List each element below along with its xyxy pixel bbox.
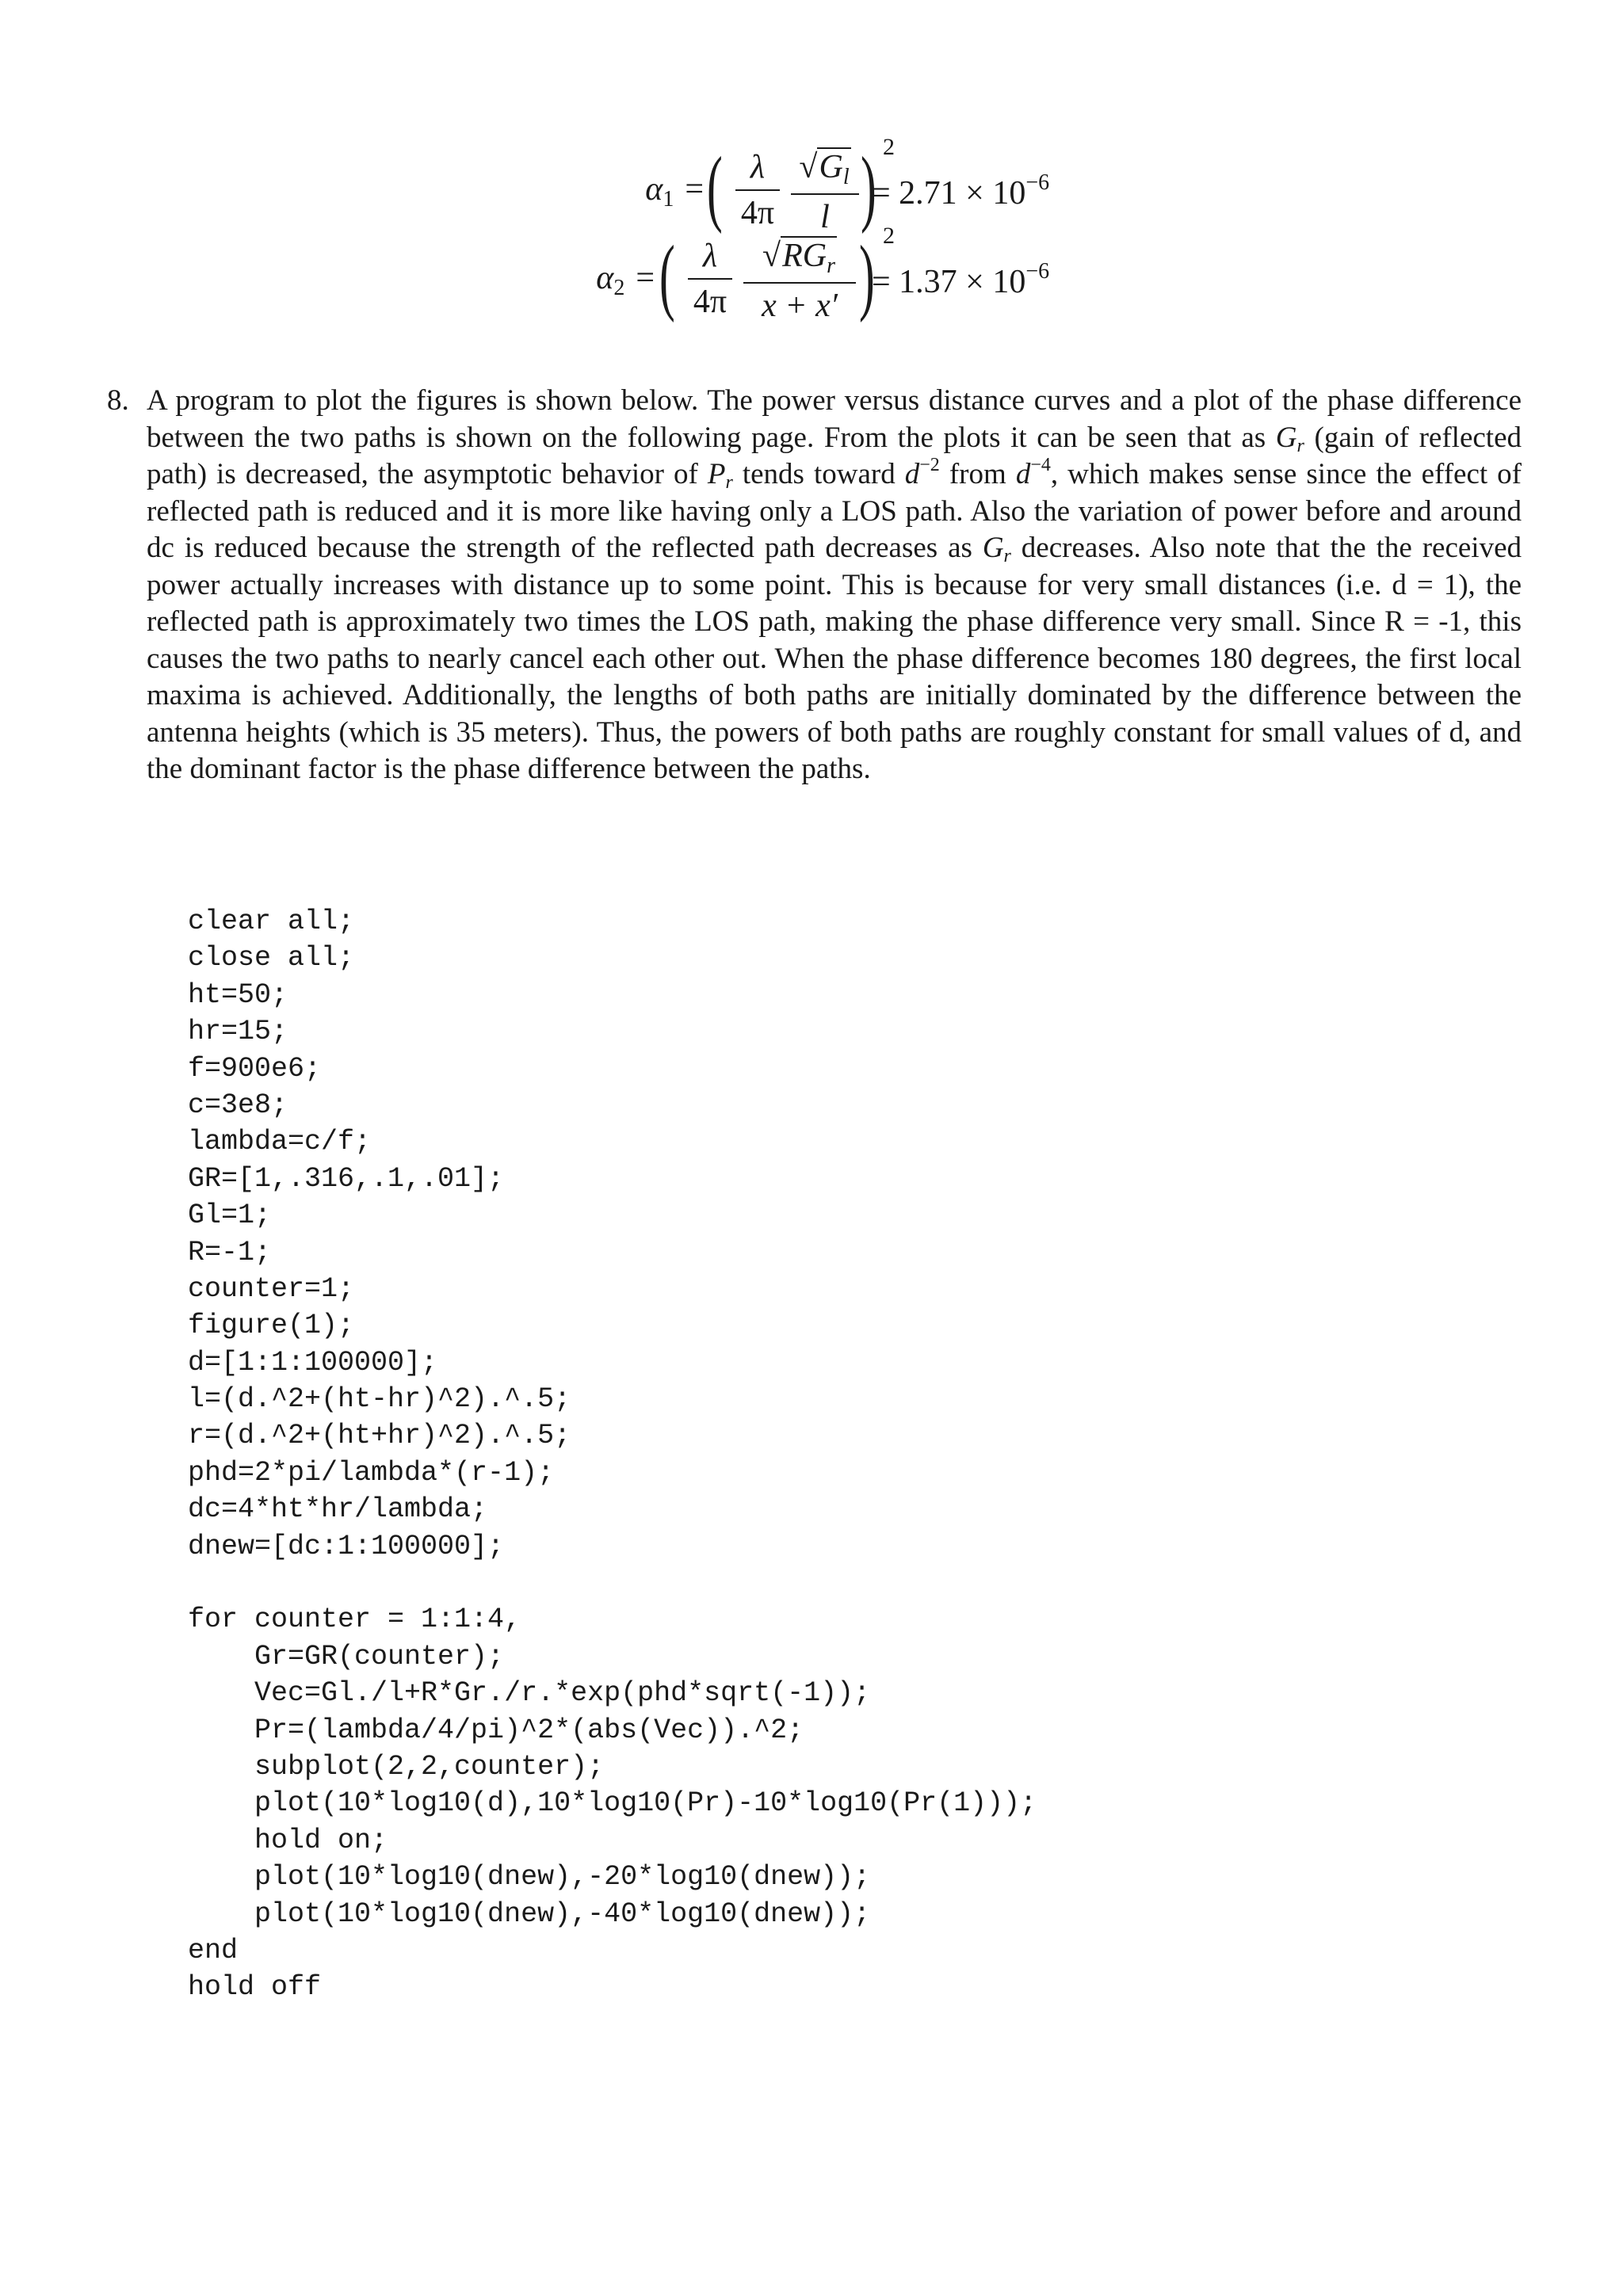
equation-rhs — [872, 170, 1049, 212]
right-paren: ) — [859, 229, 875, 323]
fraction-denominator: x + x′ — [762, 288, 838, 324]
item-number: 8. — [107, 384, 129, 417]
fraction-numerator: λ — [750, 149, 766, 185]
text-run: , which makes sense since the effect of reflected path is reduced and it is more like having only a LOS path. Also the variation of power before and around dc is reduced because the strength of the reflected path decreases as — [147, 458, 1522, 564]
math-var: G — [982, 532, 1004, 564]
text-run: decreases. Also note that the the received power actually increases with distance up to some point. This is because for very small distances (i.e. d = 1), the reflected path is approximately two times the LOS path, making the phase difference very small. Since R = -1, this causes the two paths to nearly cancel each other out. When the phase difference becomes 180 degrees, the first local maxima is achieved. Additionally, the lengths of both paths are initially dominated by the difference between the antenna heights (which is 35 meters). Thus, the powers of both paths are roughly constant for small values of d, and the dominant factor is the phase difference between the paths. — [147, 532, 1522, 785]
rhs-value: = 2.71 × 10 — [872, 175, 1026, 212]
code-line: figure(1); — [188, 1310, 355, 1342]
code-line: plot(10*log10(dnew),-20*log10(dnew)); — [188, 1861, 871, 1894]
math-var: d — [904, 458, 920, 490]
text-run: (gain of reflected path) is decreased, the asymptotic behavior of — [147, 421, 1522, 490]
code-line: phd=2*pi/lambda*(r-1); — [188, 1456, 555, 1489]
math-subscript: r — [725, 472, 733, 493]
code-line: ht=50; — [188, 978, 288, 1011]
math-exponent: −4 — [1030, 455, 1051, 475]
code-line: close all; — [188, 942, 355, 974]
code-line: plot(10*log10(d),10*log10(Pr)-10*log10(Pr(1))); — [188, 1787, 1037, 1820]
text-run: tends toward — [732, 458, 905, 490]
math-var: P — [707, 458, 726, 490]
code-line: lambda=c/f; — [188, 1126, 372, 1158]
code-line: hr=15; — [188, 1016, 288, 1048]
code-line: plot(10*log10(dnew),-40*log10(dnew)); — [188, 1897, 871, 1930]
fraction-denominator: 4π — [740, 195, 775, 231]
sqrt-subscript: l — [842, 165, 850, 189]
sqrt-term: G — [819, 149, 843, 185]
alpha-subscript: 1 — [663, 187, 674, 212]
text-run: from — [939, 458, 1016, 490]
list-item-8 — [107, 383, 1522, 788]
sqrt-term: RG — [782, 238, 827, 274]
code-line: dc=4*ht*hr/lambda; — [188, 1493, 488, 1526]
code-line: for counter = 1:1:4, — [188, 1604, 521, 1636]
equation-alpha2 — [0, 223, 1623, 330]
fraction-lambda — [688, 237, 732, 321]
fraction-gain: $√RG_r$ x + x′ — [743, 237, 856, 325]
alpha-subscript: 2 — [613, 276, 625, 300]
equation-lhs: $\alpha_1$ = — [645, 171, 704, 212]
code-line: R=-1; — [188, 1236, 272, 1268]
code-line: c=3e8; — [188, 1089, 288, 1121]
fraction-gain: $√G_l$ l — [791, 148, 859, 236]
fraction-lambda — [735, 148, 780, 232]
math-exponent: −2 — [919, 455, 940, 475]
right-paren: ) — [861, 140, 876, 235]
fraction-numerator: λ — [702, 238, 718, 274]
math-subscript: r — [1296, 435, 1304, 456]
math-subscript: r — [1003, 546, 1011, 566]
code-line: counter=1; — [188, 1272, 355, 1305]
rhs-exponent: −6 — [1025, 259, 1050, 284]
code-line — [188, 1565, 1037, 1601]
code-line: r=(d.^2+(ht+hr)^2).^.5; — [188, 1420, 571, 1452]
code-line: Vec=Gl./l+R*Gr./r.*exp(phd*sqrt(-1)); — [188, 1677, 871, 1710]
code-line: GR=[1,.316,.1,.01]; — [188, 1162, 505, 1195]
equation-lhs: $\alpha_2$ = — [596, 260, 655, 300]
code-line: l=(d.^2+(ht-hr)^2).^.5; — [188, 1383, 571, 1416]
code-line: Gl=1; — [188, 1199, 272, 1232]
text-run: A program to plot the figures is shown below. The power versus distance curves and a plot of the phase difference between the two paths is shown on the following page. From the plots it can be seen that as — [147, 384, 1522, 454]
code-line: hold off — [188, 1971, 322, 2004]
exponent: 2 — [883, 134, 895, 160]
fraction-denominator: l — [820, 199, 830, 235]
code-line: subplot(2,2,counter); — [188, 1750, 605, 1783]
alpha-symbol: α — [596, 260, 614, 296]
rhs-exponent: −6 — [1025, 170, 1050, 195]
code-line: f=900e6; — [188, 1052, 322, 1085]
code-line: end — [188, 1934, 239, 1966]
code-block — [188, 903, 1037, 2006]
code-line: dnew=[dc:1:100000]; — [188, 1530, 505, 1562]
equation-rhs — [872, 259, 1049, 301]
fraction-denominator: 4π — [693, 284, 727, 320]
equation-alpha1 — [0, 134, 1623, 242]
left-paren: ( — [659, 229, 675, 323]
left-paren: ( — [707, 140, 723, 235]
code-line: d=[1:1:100000]; — [188, 1346, 438, 1379]
math-var: G — [1275, 421, 1297, 454]
math-var: d — [1015, 458, 1031, 490]
code-line: clear all; — [188, 906, 355, 937]
code-line: hold on; — [188, 1824, 388, 1856]
alpha-symbol: α — [645, 171, 663, 208]
paragraph-text — [147, 384, 1522, 785]
code-line: Pr=(lambda/4/pi)^2*(abs(Vec)).^2; — [188, 1714, 804, 1746]
code-line: Gr=GR(counter); — [188, 1640, 505, 1672]
exponent: 2 — [883, 223, 895, 249]
sqrt-subscript: r — [827, 254, 835, 278]
rhs-value: = 1.37 × 10 — [872, 264, 1026, 300]
